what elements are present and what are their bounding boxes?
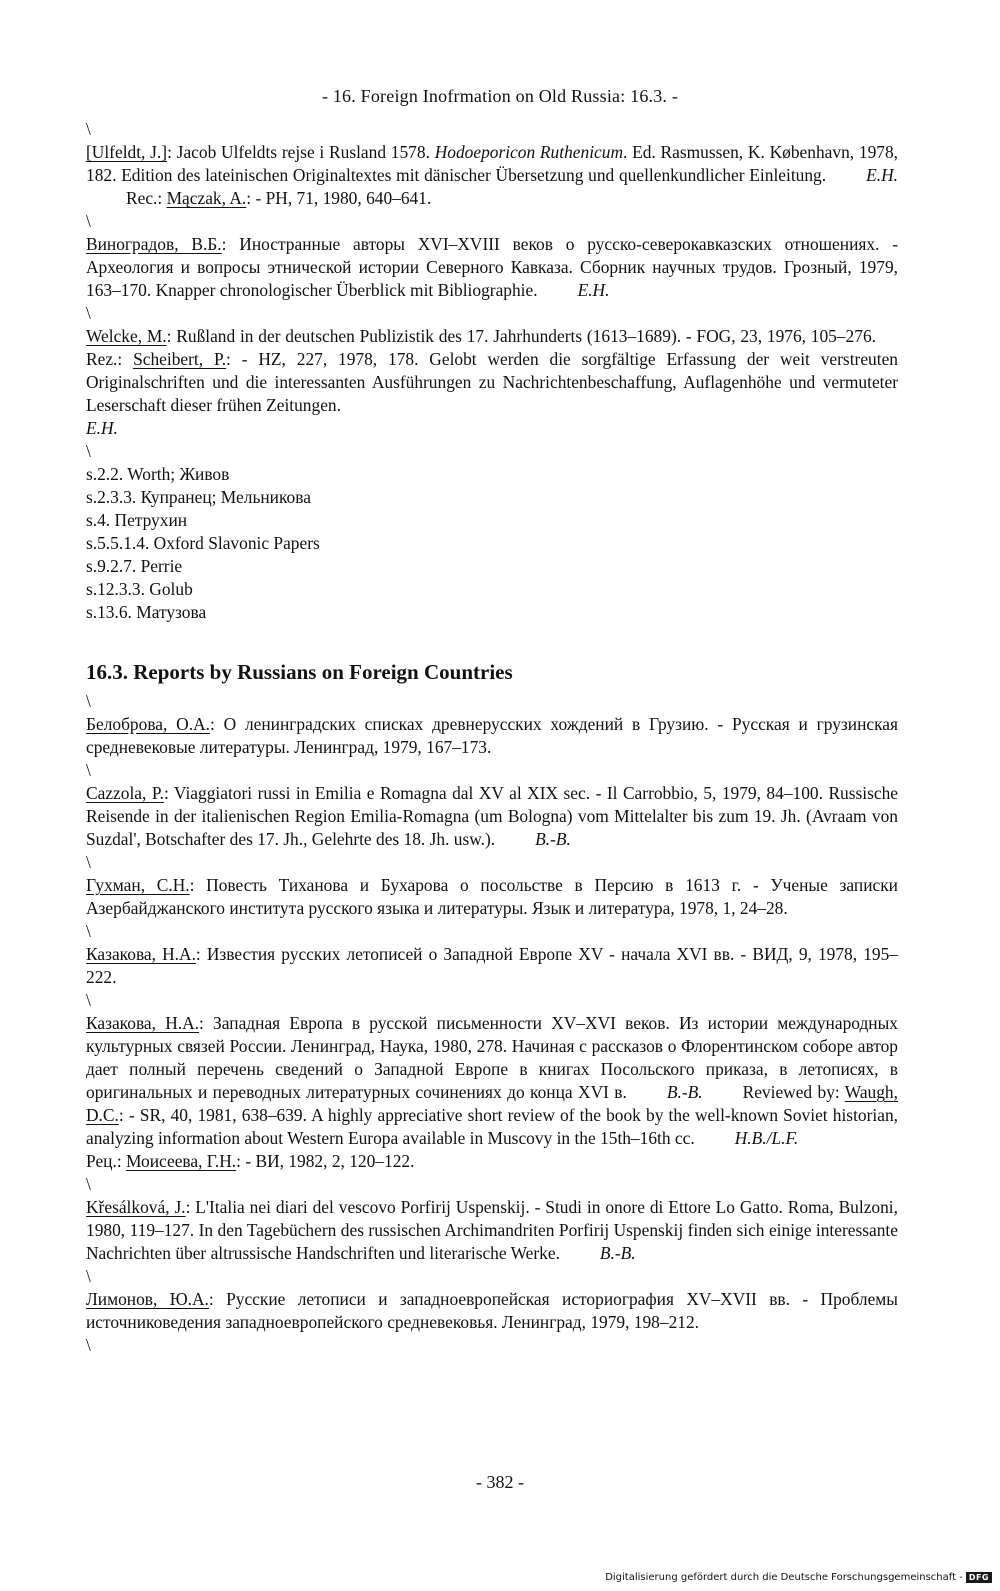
reviewer-initials: E.H. [86, 418, 118, 438]
bib-entry-kazakova-1: Казакова, Н.А.: Известия русских летописей о Западной Европе XV - начала XVI вв. - ВИД, 9, 1978, 195–222. [86, 944, 898, 987]
entry-separator: \ [86, 119, 91, 139]
author-name: Křesálková, J. [86, 1197, 186, 1217]
bib-entry-welcke: Welcke, M.: Rußland in der deutschen Publizistik des 17. Jahrhunderts (1613–1689). - FOG, 23, 1976, 105–276.Rez.: Scheibert, P.: - HZ, 227, 1978, 178. Gelobt werden die sorgfältige Erfassung der weit verstreuten Originalschriften und die interessanten Ausführungen zu Nachrichtenbeschaffung, Auflagenhöhe und vermuteter Leserschaft dieser frühen Zeitungen. E.H. [86, 326, 898, 438]
cross-reference-list [86, 463, 898, 624]
author-name: [Ulfeldt, J.] [86, 142, 168, 162]
bib-entry-gukhman: Гухман, С.Н.: Повесть Тиханова и Бухарова о посольстве в Персию в 1613 г. - Ученые записки Азербайджанского института русского языка и литературы. Язык и литература, 1978, 1, 24–28. [86, 875, 898, 918]
bibliography-column [86, 118, 898, 1357]
author-name: Cazzola, P. [86, 783, 164, 803]
entry-separator: \ [86, 441, 91, 461]
section-heading: 16.3. Reports by Russians on Foreign Countries [86, 660, 513, 684]
cross-reference: s.2.3.3. Купранец; Мельникова [86, 487, 311, 507]
reviewer-initials: E.H. [577, 280, 610, 300]
bib-entry-limonov: Лимонов, Ю.А.: Русские летописи и западноевропейская историография XV–XVII вв. - Проблемы источниковедения западноевропейского средневековья. Ленинград, 1979, 198–212. [86, 1289, 898, 1332]
bib-entry-vinogradov: Виноградов, В.Б.: Иностранные авторы XVI–XVIII веков о русско-северокавказских отношениях. - Археология и вопросы этнической истории Северного Кавказа. Сборник научных трудов. Грозный, 1979, 163–170. Knapper chronologischer Überblick mit Bibliographie. E.H. [86, 234, 899, 300]
entry-separator: \ [86, 921, 91, 941]
reviewer-initials: H.B./L.F. [734, 1128, 799, 1148]
reviewer-name: Моисеева, Г.Н. [126, 1151, 237, 1171]
entry-separator: \ [86, 990, 91, 1010]
running-head: - 16. Foreign Inofrmation on Old Russia: 16.3. - [321, 86, 679, 106]
footer-credit: Digitalisierung gefördert durch die Deutsche Forschungsgemeinschaft - [605, 1572, 963, 1583]
dfg-logo-icon: DFG [966, 1572, 992, 1583]
entry-separator: \ [86, 1174, 91, 1194]
cross-reference: s.13.6. Матузова [86, 602, 207, 622]
entry-separator: \ [86, 1335, 91, 1355]
reviewer-initials: B.-B. [535, 829, 571, 849]
bib-entry-belobrova: Белоброва, О.А.: О ленинградских списках древнерусских хождений в Грузию. - Русская и грузинская средневековые литературы. Ленинград, 1979, 167–173. [86, 714, 899, 757]
cross-reference: s.2.2. Worth; Живов [86, 464, 230, 484]
bib-entry-ulfeldt: [Ulfeldt, J.]: Jacob Ulfeldts rejse i Rusland 1578. Hodoeporicon Ruthenicum. Ed. Rasmussen, K. København, 1978, 182. Edition des lateinischen Originaltextes mit dänischer Übersetzung und quellenkundlicher Einleitung. E.H.Rec.: Mączak, A.: - PH, 71, 1980, 640–641. [86, 142, 899, 208]
work-title: Hodoeporicon Ruthenicum [434, 142, 623, 162]
entry-separator: \ [86, 303, 91, 323]
entry-separator: \ [86, 852, 91, 872]
author-name: Welcke, M. [86, 326, 167, 346]
bib-entry-kresalkova: Křesálková, J.: L'Italia nei diari del vescovo Porfirij Uspenskij. - Studi in onore di Ettore Lo Gatto. Roma, Bulzoni, 1980, 119–127. In den Tagebüchern des russischen Archimandriten Porfirij Uspenskij finden sich einige interessante Nachrichten über altrussische Handschriften und literarische Werke. B.-B. [86, 1197, 898, 1263]
reviewer-name: Scheibert, P. [133, 349, 227, 369]
entry-separator: \ [86, 1266, 91, 1286]
entry-separator: \ [86, 211, 91, 231]
author-name: Лимонов, Ю.А. [86, 1289, 209, 1309]
cross-reference: s.5.5.1.4. Oxford Slavonic Papers [86, 533, 320, 553]
author-name: Белоброва, О.А. [86, 714, 210, 734]
cross-reference: s.12.3.3. Golub [86, 579, 193, 599]
bib-entry-cazzola: Cazzola, P.: Viaggiatori russi in Emilia e Romagna dal XV al XIX sec. - Il Carrobbio, 5, 1979, 84–100. Russische Reisende in der italienischen Region Emilia-Romagna (um Bologna) vom Mittelalter bis zum 19. Jh. (Avraam von Suzdal', Botschafter des 17. Jh., Gelehrte des 18. Jh. usw.). B.-B. [86, 783, 899, 849]
reviewer-name: Mączak, A. [166, 188, 247, 208]
author-name: Казакова, Н.А. [86, 1013, 200, 1033]
reviewer-initials: B.-B. [666, 1082, 703, 1102]
reviewer-initials: B.-B. [599, 1243, 636, 1263]
reviewer-initials: E.H. [866, 165, 898, 185]
cross-reference: s.4. Петрухин [86, 510, 188, 530]
entry-separator: \ [86, 760, 91, 780]
entry-separator: \ [86, 691, 91, 711]
author-name: Виноградов, В.Б. [86, 234, 222, 254]
author-name: Гухман, С.Н. [86, 875, 190, 895]
digitization-footer [605, 1572, 992, 1583]
page-number: - 382 - [476, 1472, 524, 1492]
author-name: Казакова, Н.А. [86, 944, 196, 964]
bib-entry-kazakova-2: Казакова, Н.А.: Западная Европа в русской письменности XV–XVI веков. Из истории международных культурных связей России. Ленинград, Наука, 1980, 278. Начиная с рассказов о Флорентинском соборе автор дает полный перечень сведений о Западной Европе в книгах Посольского приказа, в летописях, в оригинальных и переводных литературных сочинениях до конца XVI в. B.-B. Reviewed by: Waugh, D.C.: - SR, 40, 1981, 638–639. A highly appreciative short review of the book by the well-known Soviet historian, analyzing information about Western Europa available in Muscovy in the 15th–16th cc. H.B./L.F. Рец.: Моисеева, Г.Н.: - ВИ, 1982, 2, 120–122. [86, 1013, 898, 1171]
cross-reference: s.9.2.7. Perrie [86, 556, 183, 576]
reviewer-name: Waugh, D.C. [86, 1082, 898, 1125]
